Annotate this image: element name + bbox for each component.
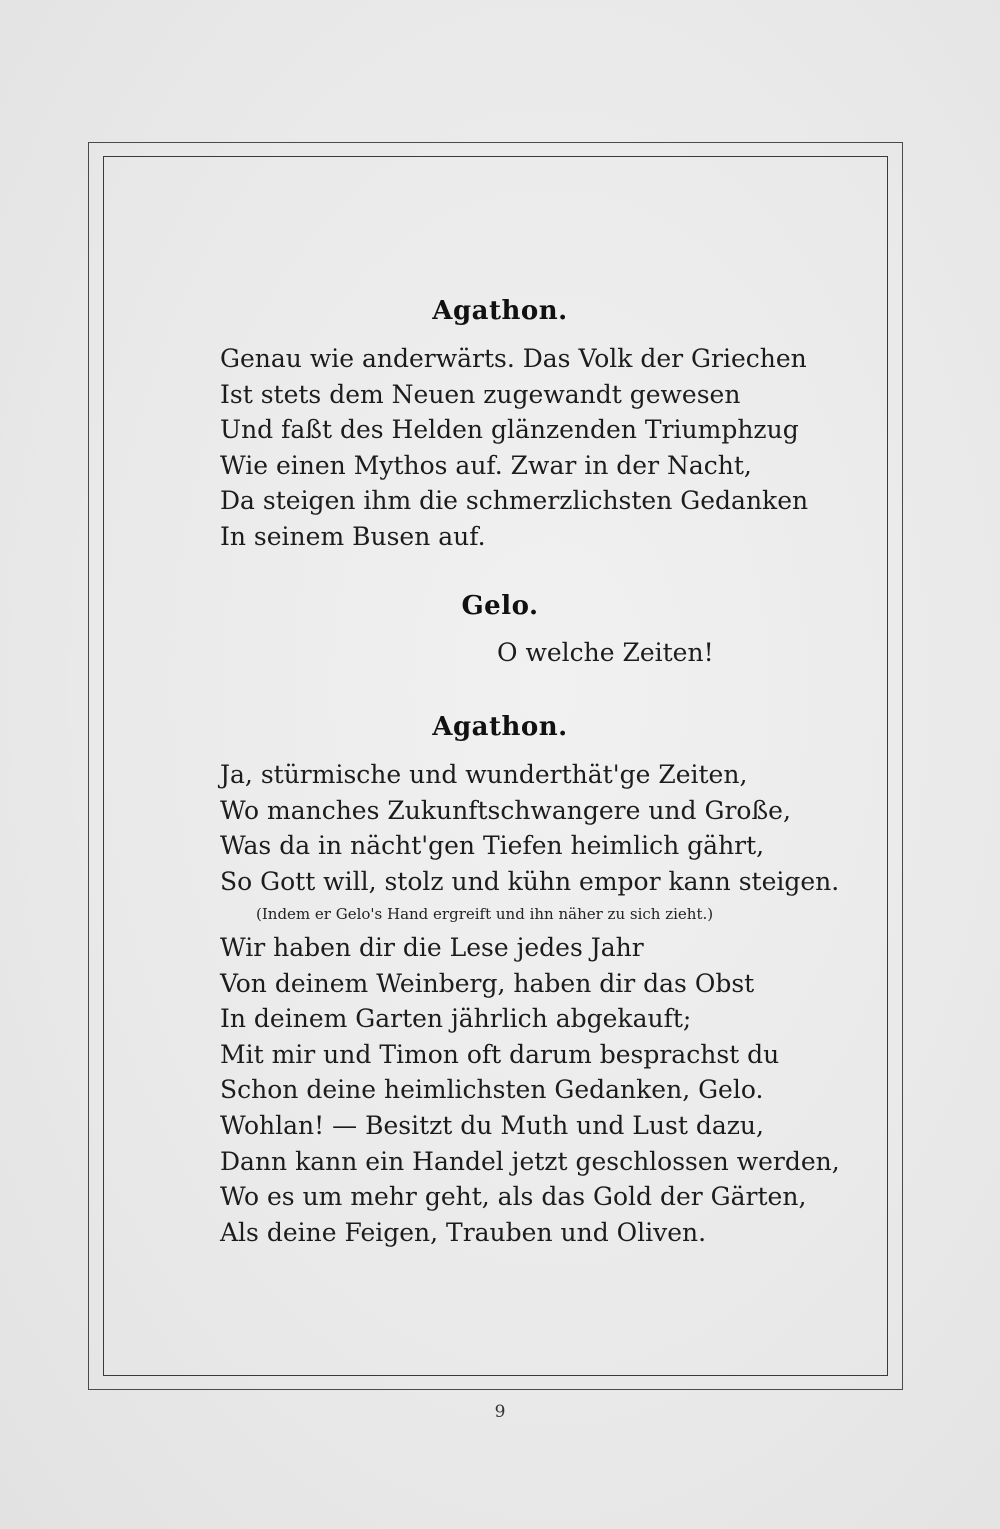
gelo-reply-line: O welche Zeiten!: [497, 638, 714, 667]
verse-line: Wohlan! — Besitzt du Muth und Lust dazu,: [220, 1110, 764, 1140]
verse-block-1: [220, 341, 808, 555]
verse-line: Ja, stürmische und wunderthät'ge Zeiten,: [220, 760, 748, 789]
speaker-heading-gelo: Gelo.: [461, 591, 539, 621]
verse-line: Mit mir und Timon oft darum besprachst du: [220, 1039, 780, 1069]
verse-line: Wo manches Zukunftschwangere und Große,: [220, 795, 791, 825]
verse-block-2: [220, 757, 839, 899]
verse-line: Als deine Feigen, Trauben und Oliven.: [220, 1217, 707, 1247]
verse-line: Von deinem Weinberg, haben dir das Obst: [220, 968, 755, 998]
verse-line: In seinem Busen auf.: [220, 521, 486, 551]
verse-block-3: [220, 930, 840, 1250]
verse-line: In deinem Garten jährlich abgekauft;: [220, 1004, 692, 1034]
verse-line: Schon deine heimlichsten Gedanken, Gelo.: [220, 1075, 764, 1105]
verse-line: Was da in nächt'gen Tiefen heimlich gährt,: [220, 831, 765, 861]
stage-direction: (Indem er Gelo's Hand ergreift und ihn näher zu sich zieht.): [256, 905, 714, 923]
verse-line: So Gott will, stolz und kühn empor kann steigen.: [220, 866, 840, 896]
verse-line: Dann kann ein Handel jetzt geschlossen werden,: [220, 1146, 840, 1176]
verse-line: Genau wie anderwärts. Das Volk der Griechen: [220, 344, 807, 373]
verse-line: Wie einen Mythos auf. Zwar in der Nacht,: [220, 450, 752, 480]
speaker-heading-agathon-2: Agathon.: [432, 712, 568, 742]
verse-line: Und faßt des Helden glänzenden Triumphzug: [220, 415, 799, 445]
verse-line: Ist stets dem Neuen zugewandt gewesen: [220, 379, 741, 409]
verse-line: Wo es um mehr geht, als das Gold der Gärten,: [220, 1182, 807, 1212]
verse-line: Wir haben dir die Lese jedes Jahr: [220, 933, 644, 962]
page-number: 9: [494, 1402, 506, 1422]
verse-line: Da steigen ihm die schmerzlichsten Gedanken: [220, 486, 809, 516]
speaker-heading-agathon-1: Agathon.: [432, 296, 568, 326]
